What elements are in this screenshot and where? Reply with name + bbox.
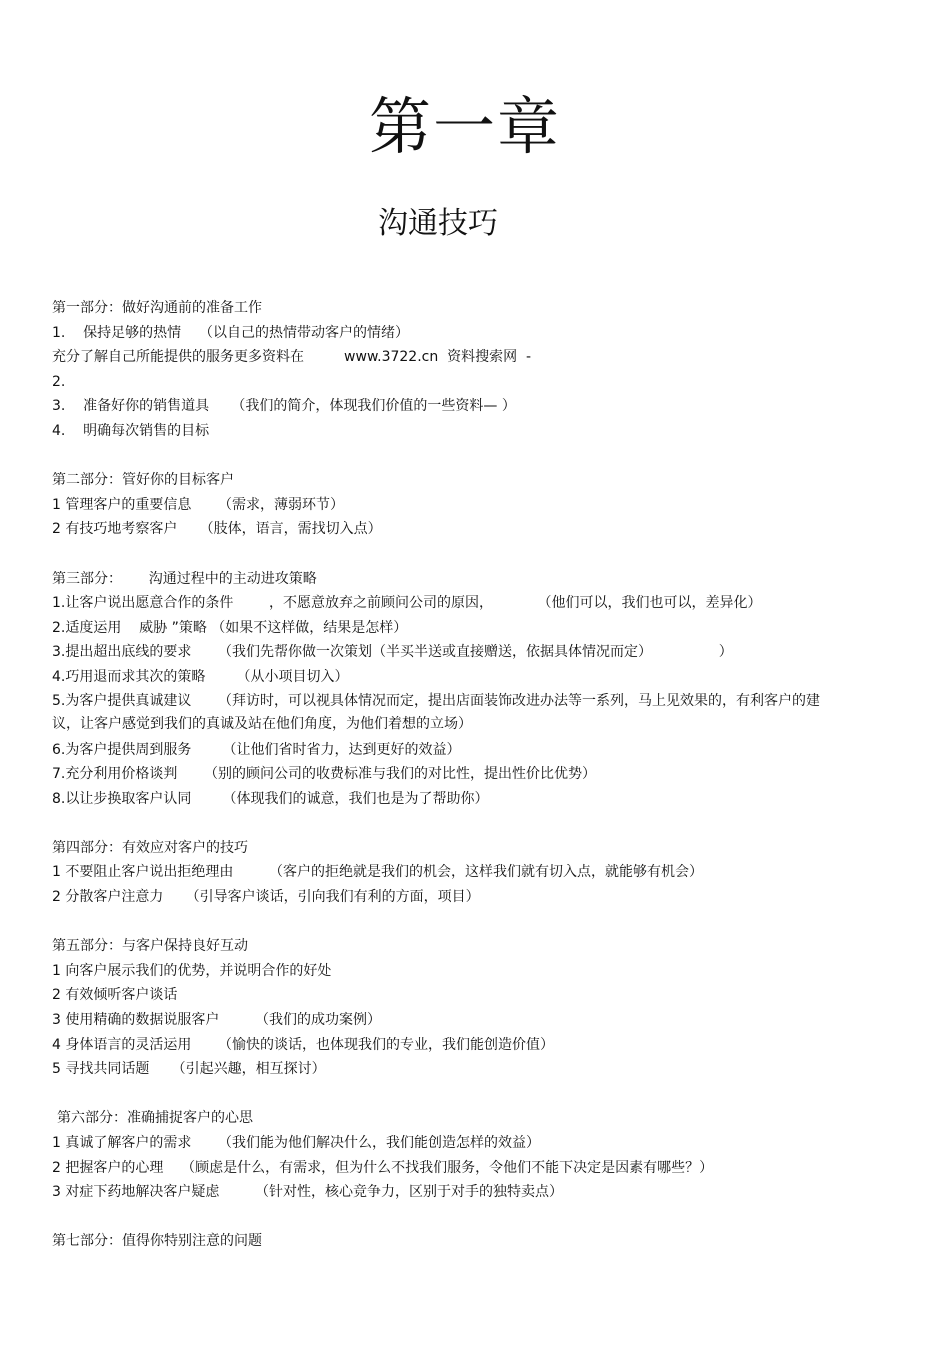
list-item: 4. 明确每次销售的目标 (52, 422, 210, 439)
list-item: 1 管理客户的重要信息 （需求，薄弱环节） (52, 496, 345, 513)
list-item: 1 真诚了解客户的需求 （我们能为他们解决什么，我们能创造怎样的效益） (52, 1135, 541, 1151)
list-item: 2 分散客户注意力 （引导客户谈话，引向我们有利的方面，项目） (52, 889, 480, 906)
list-item: 3 对症下药地解决客户疑虑 （针对性，核心竞争力，区别于对手的独特卖点） (52, 1184, 563, 1201)
list-item: 4 身体语言的灵活运用 （愉快的谈话，也体现我们的专业，我们能创造价值） (52, 1036, 555, 1053)
section-4 (52, 836, 842, 910)
list-item: 1 向客户展示我们的优势，并说明合作的好处 (52, 962, 332, 979)
section-heading: 第二部分：管好你的目标客户 (52, 472, 234, 489)
section-heading: 第六部分：准确捕捉客户的心思 (57, 1110, 253, 1127)
list-item: 1.让客户说出愿意合作的条件 ，不愿意放弃之前顾问公司的原因， （他们可以，我们也可以，差异化） (52, 595, 762, 612)
list-item: 1. 保持足够的热情 （以自己的热情带动客户的情绪） (52, 324, 409, 341)
list-item: 2 有效倾听客户谈话 (52, 987, 178, 1004)
list-item: 3. 准备好你的销售道具 （我们的简介，体现我们价值的一些资料— ） (52, 398, 516, 415)
list-item: 7.充分利用价格谈判 （别的顾问公司的收费标准与我们的对比性，提出性价比优势） (52, 766, 597, 783)
list-item: 3 使用精确的数据说服客户 （我们的成功案例） (52, 1012, 381, 1029)
section-7 (52, 1229, 842, 1254)
section-1 (52, 296, 842, 444)
list-item: 5 寻找共同话题 （引起兴趣，相互探讨） (52, 1061, 326, 1078)
list-item: 1 不要阻止客户说出拒绝理由 （客户的拒绝就是我们的机会，这样我们就有切入点，就能够有机会） (52, 864, 703, 881)
section-5 (52, 934, 842, 1082)
list-item: 4.巧用退而求其次的策略 （从小项目切入） (52, 668, 349, 685)
section-6 (52, 1106, 842, 1204)
chapter-subtitle: 沟通技巧 (378, 206, 498, 241)
section-heading: 第七部分：值得你特别注意的问题 (52, 1233, 262, 1250)
list-item: 2 把握客户的心理 （顾虑是什么，有需求，但为什么不找我们服务，令他们不能下决定是因素有哪些？） (52, 1159, 714, 1176)
section-2 (52, 468, 842, 542)
list-item: 2. (52, 373, 66, 390)
list-item: 6.为客户提供周到服务 （让他们省时省力，达到更好的效益） (52, 741, 461, 758)
list-item: 2 有技巧地考察客户 （肢体，语言，需找切入点） (52, 521, 382, 538)
section-3 (52, 567, 842, 812)
section-heading: 第三部分： 沟通过程中的主动进攻策略 (52, 570, 317, 587)
chapter-title: 第一章 (368, 90, 561, 163)
list-item: 5.为客户提供真诚建议 （拜访时，可以视具体情况而定，提出店面装饰改进办法等一系列，马上见效果的，有利客户的建议，让客户感觉到我们的真诚及站在他们角度，为他们着想的立场） (52, 692, 821, 732)
document-body (52, 296, 842, 1254)
section-heading: 第一部分：做好沟通前的准备工作 (52, 300, 262, 316)
list-item: 8.以让步换取客户认同 （体现我们的诚意，我们也是为了帮助你） (52, 790, 489, 807)
list-item: 2.适度运用 威胁 ”策略 （如果不这样做，结果是怎样） (52, 619, 408, 636)
section-heading: 第五部分：与客户保持良好互动 (52, 938, 248, 955)
list-item: 3.提出超出底线的要求 （我们先帮你做一次策划（半买半送或直接赠送，依据具体情况而定） ） (52, 644, 733, 661)
section-heading: 第四部分：有效应对客户的技巧 (52, 839, 248, 856)
list-item: 充分了解自己所能提供的服务更多资料在 www.3722.cn 资料搜索网 - (52, 349, 532, 366)
